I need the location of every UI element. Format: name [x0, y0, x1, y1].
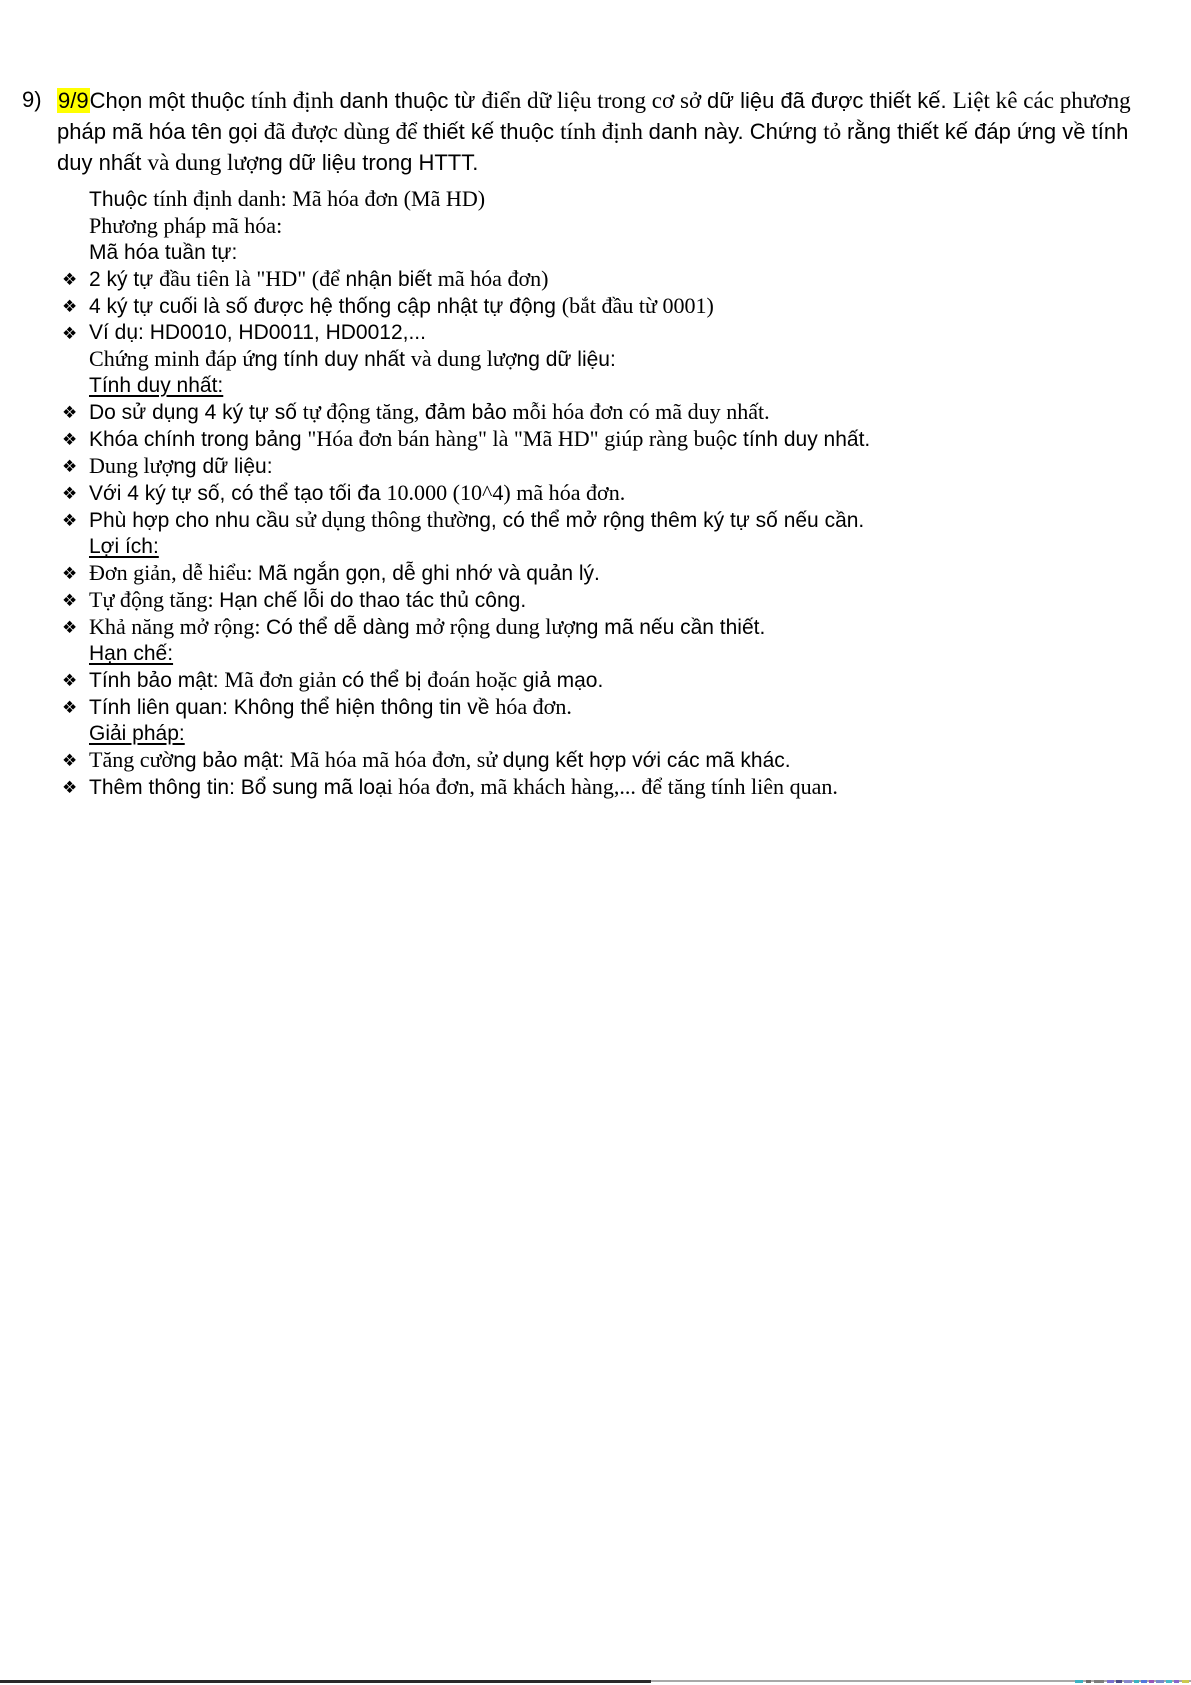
- text-segment: Thuộc: [89, 188, 154, 211]
- text-segment: Phương pháp mã hóa:: [89, 213, 283, 238]
- text-segment: dữ liệu đã được thiết kế.: [707, 88, 953, 113]
- text-segment: mã hóa đơn): [437, 266, 549, 291]
- artifact-dash: [1166, 1680, 1172, 1683]
- bullet-line: [22, 747, 1142, 774]
- diamond-bullet-icon: ❖: [62, 430, 78, 450]
- text-segment: i hóa đơn, mã khách hàng,... để tăng tính liên quan.: [386, 774, 838, 799]
- line-text: [89, 722, 185, 745]
- text-segment: thiết kế thuộc: [423, 119, 561, 144]
- line-text: [89, 268, 549, 291]
- artifact-dash: [1124, 1680, 1132, 1683]
- line-text: [89, 669, 603, 692]
- text-line: [22, 721, 1142, 747]
- text-segment: ng, có thể mở rộng thêm ký tự số nếu cần.: [467, 509, 865, 532]
- text-segment: dụng kết hợp với các mã khác.: [502, 749, 791, 772]
- text-segment: danh này. Chứng: [648, 119, 824, 144]
- text-segment: Ví dụ: HD0010, HD0011, HD0012,...: [89, 321, 426, 344]
- text-line: [22, 213, 1142, 240]
- text-segment: Tính bảo mật:: [89, 669, 225, 692]
- bullet-line: [22, 480, 1142, 507]
- artifact-dash: [1156, 1680, 1164, 1683]
- line-text: [89, 188, 485, 211]
- text-segment: 10.000 (10^4) mã hóa đơn.: [386, 480, 626, 505]
- text-segment: Mã ngắn gọn, dễ ghi nhớ và quản lý.: [258, 562, 600, 585]
- text-segment: và dung lượ: [410, 346, 517, 371]
- artifact-dash: [1086, 1680, 1091, 1683]
- bullet-line: [22, 774, 1142, 801]
- text-segment: giả mạo.: [522, 669, 604, 692]
- diamond-bullet-icon: ❖: [62, 324, 78, 344]
- text-segment: tỏ: [823, 118, 847, 144]
- text-segment: tính định: [251, 87, 340, 113]
- line-text: [89, 616, 765, 639]
- text-segment: Chọn một thuộc: [89, 88, 252, 113]
- bullet-line: [22, 587, 1142, 614]
- bullet-line: [22, 667, 1142, 694]
- text-segment: Mã đơn giản: [224, 667, 342, 692]
- diamond-bullet-icon: ❖: [62, 778, 78, 798]
- text-segment: ng tính duy nhất: [254, 348, 411, 371]
- line-text: [89, 482, 625, 505]
- text-segment: Dung lượ: [89, 453, 174, 478]
- text-segment: Khóa chính trong bảng: [89, 428, 308, 451]
- diamond-bullet-icon: ❖: [62, 591, 78, 611]
- text-segment: Phù hợp cho nhu cầu: [89, 509, 296, 532]
- text-segment: ng dữ liệu trong HTTT.: [258, 150, 479, 175]
- text-segment: pháp mã hóa tên gọi: [57, 119, 264, 144]
- bullet-line: [22, 426, 1142, 453]
- bullet-line: [22, 560, 1142, 587]
- text-segment: ng dữ liệu:: [173, 455, 273, 478]
- bullet-line: [22, 453, 1142, 480]
- diamond-bullet-icon: ❖: [62, 618, 78, 638]
- list-item-number: 9): [22, 87, 42, 112]
- artifact-dash: [1116, 1680, 1122, 1683]
- score-highlight-badge: 9/9: [58, 88, 89, 113]
- document-page: [22, 85, 1142, 801]
- artifact-dash: [1134, 1680, 1139, 1683]
- text-segment: Thêm thông tin: Bổ sung mã loạ: [89, 776, 387, 799]
- text-segment: đầu tiên là "HD" (để: [159, 266, 346, 291]
- text-segment: Có thể dễ dàng: [265, 616, 416, 639]
- artifact-dash: [1075, 1680, 1083, 1683]
- bullet-line: [22, 320, 1142, 346]
- line-text: [89, 215, 282, 238]
- diamond-bullet-icon: ❖: [62, 457, 78, 477]
- text-segment: đảm bảo: [424, 401, 513, 424]
- line-text: [89, 509, 864, 532]
- line-text: [89, 535, 159, 558]
- text-segment: Tự động tăng:: [89, 587, 220, 612]
- answer-body: [22, 186, 1142, 801]
- text-segment: Khả năng mở rộng:: [89, 614, 266, 639]
- text-segment: Lợi ích:: [89, 535, 159, 558]
- artifact-dash: [1107, 1680, 1114, 1683]
- text-segment: Do sử dụng 4 ký tự số: [89, 401, 303, 424]
- text-segment: ng bảo mật:: [173, 749, 290, 772]
- diamond-bullet-icon: ❖: [62, 511, 78, 531]
- diamond-bullet-icon: ❖: [62, 270, 78, 290]
- text-segment: mở rộng dung lượ: [415, 614, 576, 639]
- bullet-line: [22, 507, 1142, 534]
- line-text: [89, 562, 600, 585]
- text-segment: danh thuộc từ: [339, 88, 482, 113]
- text-segment: Đơn giản, dễ hiểu:: [89, 560, 259, 585]
- bullet-line: [22, 266, 1142, 293]
- question-item: [22, 85, 1142, 178]
- text-segment: Mã hóa mã hóa đơn, sử: [289, 747, 503, 772]
- line-text: [89, 241, 237, 264]
- text-segment: c tính duy nhất.: [726, 428, 871, 451]
- text-segment: rằng thiết kế đáp ứng về tính: [846, 119, 1129, 144]
- bullet-line: [22, 293, 1142, 320]
- line-text: [89, 374, 223, 397]
- text-segment: ng dữ liệu:: [516, 348, 616, 371]
- text-segment: 2 ký tự: [89, 268, 160, 291]
- text-line: [22, 186, 1142, 213]
- text-segment: (bắt đầu từ 0001): [561, 293, 714, 318]
- text-segment: Với 4 ký tự số, có thể tạo tối đa: [89, 482, 387, 505]
- text-segment: và dung lượ: [147, 149, 259, 175]
- text-line: [22, 240, 1142, 266]
- text-segment: ng mã nếu cần thiết.: [575, 616, 766, 639]
- text-segment: Tăng cườ: [89, 747, 174, 772]
- bullet-line: [22, 399, 1142, 426]
- text-line: [22, 534, 1142, 560]
- diamond-bullet-icon: ❖: [62, 671, 78, 691]
- line-text: [89, 455, 273, 478]
- text-segment: tính định danh: Mã hóa đơn (Mã HD): [153, 186, 486, 211]
- bullet-line: [22, 694, 1142, 721]
- text-segment: duy nhất: [57, 150, 148, 175]
- text-segment: Tính liên quan: Không thể hiện thông tin về: [89, 696, 496, 719]
- text-line: [22, 346, 1142, 373]
- text-segment: "Hóa đơn bán hàng" là "Mã HD" giúp ràng buộ: [307, 426, 727, 451]
- text-line: [22, 641, 1142, 667]
- text-segment: Chứng minh đáp ứ: [89, 346, 255, 371]
- line-text: [89, 749, 791, 772]
- text-segment: đoán hoặc: [427, 667, 523, 692]
- line-text: [89, 321, 426, 344]
- text-segment: Liệt kê các phương: [952, 87, 1131, 113]
- artifact-dash: [1094, 1680, 1104, 1683]
- line-text: [89, 589, 526, 612]
- text-segment: Hạn chế:: [89, 642, 174, 665]
- text-segment: 4 ký tự cuối là số được hệ thống cập nhật tự động: [89, 295, 562, 318]
- text-segment: hóa đơn.: [495, 694, 572, 719]
- text-line: [22, 373, 1142, 399]
- text-segment: Giải pháp:: [89, 722, 185, 745]
- diamond-bullet-icon: ❖: [62, 297, 78, 317]
- text-segment: tự động tăng,: [302, 399, 425, 424]
- text-segment: điển dữ liệu trong cơ sở: [481, 87, 708, 113]
- artifact-dash: [1141, 1680, 1147, 1683]
- text-segment: mỗi hóa đơn có mã duy nhất.: [512, 399, 770, 424]
- question-heading: [57, 85, 1142, 178]
- diamond-bullet-icon: ❖: [62, 751, 78, 771]
- line-text: [89, 696, 572, 719]
- text-segment: nhận biết: [345, 268, 438, 291]
- question-heading-text: [57, 88, 1131, 175]
- artifact-dash: [1182, 1680, 1189, 1683]
- line-text: [89, 295, 714, 318]
- artifact-dash: [1149, 1680, 1154, 1683]
- text-segment: có thể bị: [342, 669, 428, 692]
- text-segment: tính định: [560, 118, 649, 144]
- text-segment: Hạn chế lỗi do thao tác thủ công.: [219, 589, 527, 612]
- diamond-bullet-icon: ❖: [62, 564, 78, 584]
- bottom-bar-dark-segment: [0, 1680, 651, 1683]
- text-segment: Tính duy nhất:: [89, 374, 224, 397]
- bottom-edge-strip: [0, 1679, 1191, 1685]
- line-text: [89, 776, 838, 799]
- line-text: [89, 401, 770, 424]
- diamond-bullet-icon: ❖: [62, 403, 78, 423]
- line-text: [89, 428, 870, 451]
- artifact-dash: [1174, 1680, 1179, 1683]
- text-segment: đã được dùng để: [263, 118, 424, 144]
- text-segment: Mã hóa tuần tự:: [89, 241, 238, 264]
- diamond-bullet-icon: ❖: [62, 698, 78, 718]
- bullet-line: [22, 614, 1142, 641]
- line-text: [89, 642, 173, 665]
- diamond-bullet-icon: ❖: [62, 484, 78, 504]
- line-text: [89, 348, 616, 371]
- text-segment: sử dụng thông thườ: [295, 507, 468, 532]
